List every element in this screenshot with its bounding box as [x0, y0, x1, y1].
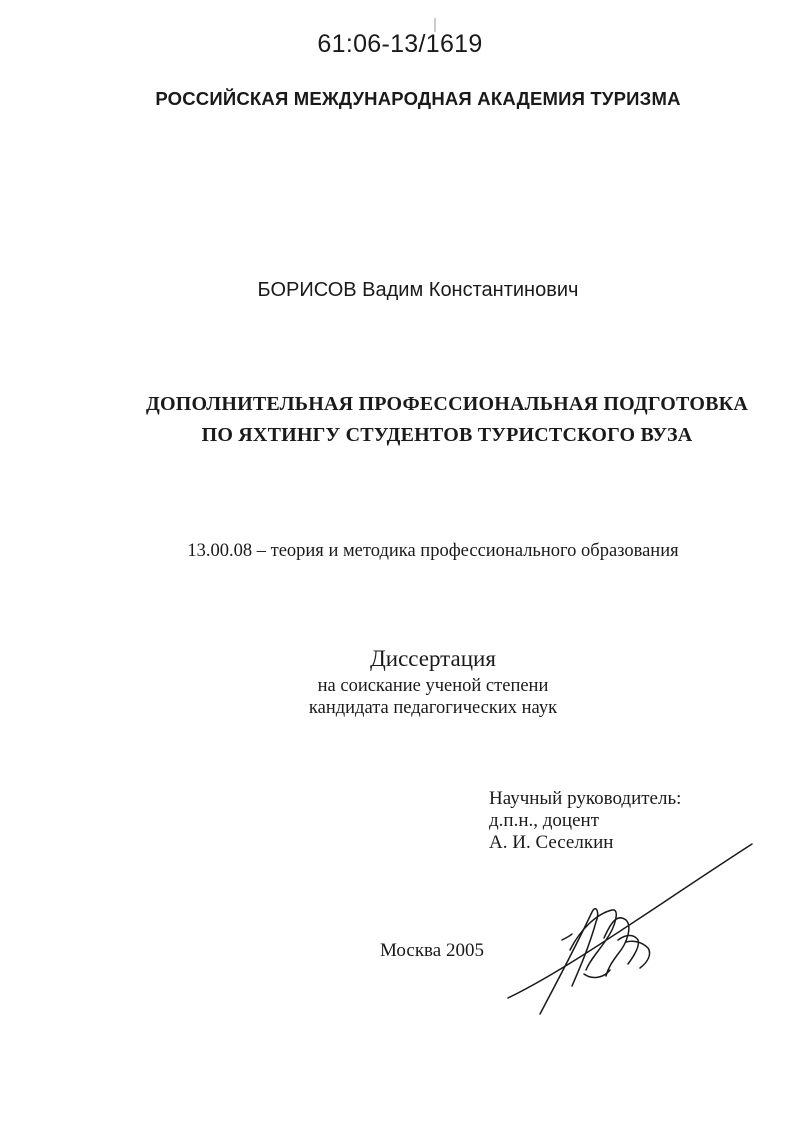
institution-name: РОССИЙСКАЯ МЕЖДУНАРОДНАЯ АКАДЕМИЯ ТУРИЗМА	[155, 88, 681, 109]
author-name: БОРИСОВ Вадим Константинович	[257, 279, 579, 301]
signature-icon	[500, 830, 770, 1020]
dissertation-title-line-2: ПО ЯХТИНГУ СТУДЕНТОВ ТУРИСТСКОГО ВУЗА	[201, 424, 693, 446]
degree-line-2: кандидата педагогических наук	[308, 698, 558, 718]
supervisor-title: д.п.н., доцент	[489, 810, 599, 831]
dissertation-title-line-1: ДОПОЛНИТЕЛЬНАЯ ПРОФЕССИОНАЛЬНАЯ ПОДГОТОВКА	[146, 393, 748, 415]
supervisor-name: А. И. Сеселкин	[489, 832, 614, 853]
specialty-code: 13.00.08 – теория и методика профессионального образования	[187, 541, 679, 561]
catalog-number: 61:06-13/1619	[317, 30, 483, 58]
city-year: Москва 2005	[380, 940, 484, 961]
document-type: Диссертация	[370, 646, 496, 671]
supervisor-label: Научный руководитель:	[489, 788, 682, 809]
degree-line-1: на соискание ученой степени	[317, 676, 549, 696]
scan-mark	[434, 18, 436, 32]
